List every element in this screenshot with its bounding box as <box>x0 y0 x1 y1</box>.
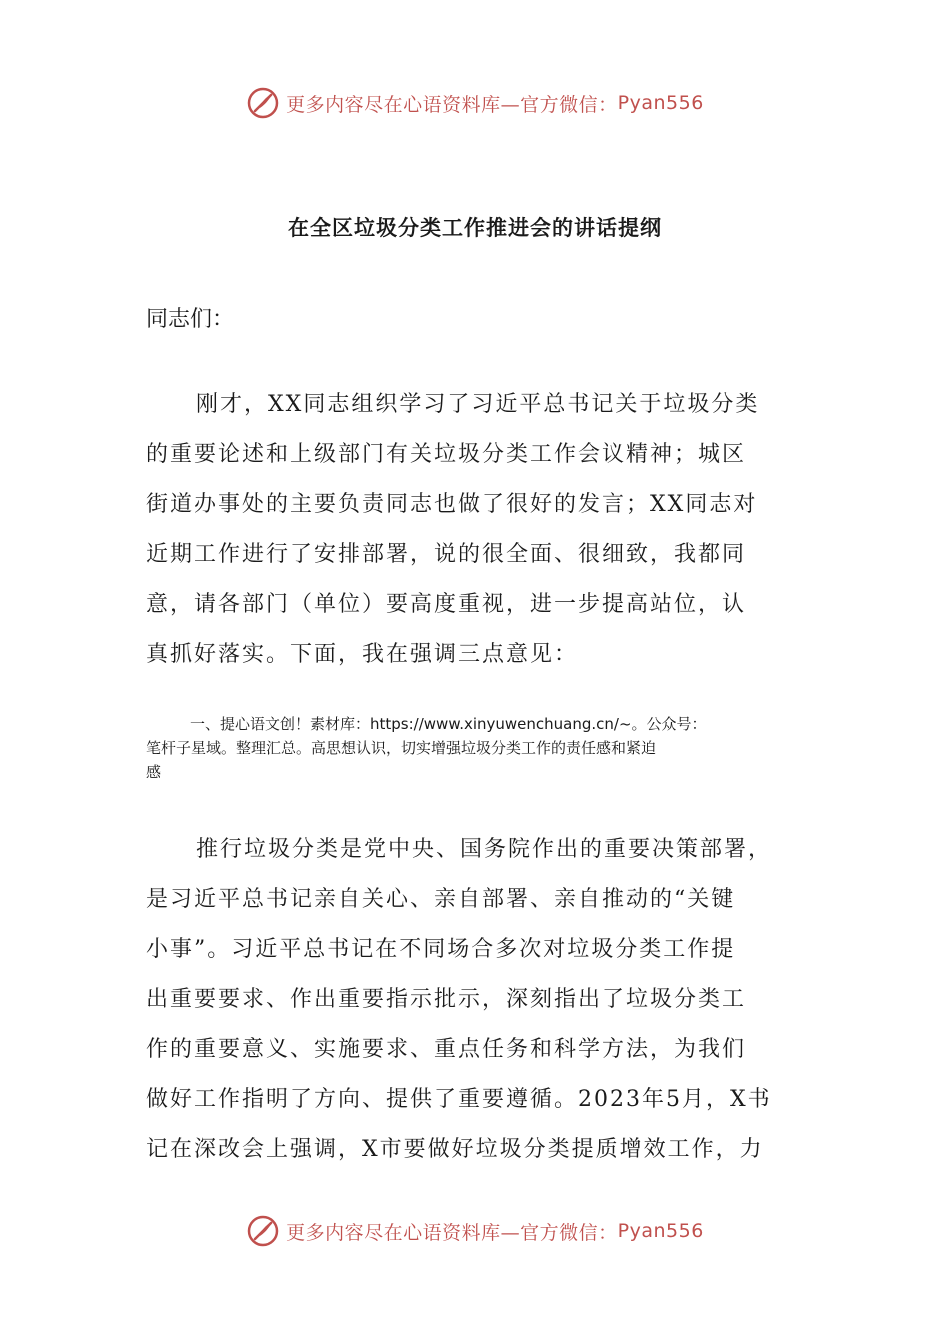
watermark-handle: Pyan556 <box>617 1220 704 1242</box>
note-line <box>146 712 806 736</box>
quill-logo-icon <box>246 86 280 120</box>
paragraph-line: 做好工作指明了方向、提供了重要遵循。2023年5月，X书 <box>146 1087 772 1112</box>
salutation: 同志们： <box>146 307 235 332</box>
section-heading-note <box>146 712 806 784</box>
watermark-text: 更多内容尽在心语资料库—官方微信： <box>286 93 618 116</box>
paragraph-line: 的重要论述和上级部门有关垃圾分类工作会议精神；城区 <box>146 442 747 467</box>
note-prefix: 一、提心语文创！素材库： <box>190 715 371 733</box>
note-url: https://www.xinyuwenchuang.cn/~ <box>370 715 632 733</box>
paragraph-line: 记在深改会上强调，X市要做好垃圾分类提质增效工作，力 <box>146 1137 764 1162</box>
watermark-handle: Pyan556 <box>617 92 704 114</box>
paragraph-line: 刚才，XX同志组织学习了习近平总书记关于垃圾分类 <box>196 392 760 417</box>
paragraph-line: 小事”。习近平总书记在不同场合多次对垃圾分类工作提 <box>146 937 736 962</box>
paragraph-line: 街道办事处的主要负责同志也做了很好的发言；XX同志对 <box>146 492 758 517</box>
note-line: 笔杆子星域。整理汇总。高思想认识，切实增强垃圾分类工作的责任感和紧迫 <box>146 739 657 757</box>
document-title: 在全区垃圾分类工作推进会的讲话提纲 <box>288 216 662 240</box>
header-watermark <box>0 83 950 123</box>
paragraph-intro <box>146 380 806 680</box>
note-line: 感 <box>146 763 162 781</box>
paragraph-line: 推行垃圾分类是党中央、国务院作出的重要决策部署， <box>196 837 773 862</box>
paragraph-body <box>146 825 806 1175</box>
paragraph-line: 是习近平总书记亲自关心、亲自部署、亲自推动的“关键 <box>146 887 736 912</box>
note-suffix: 。公众号： <box>631 715 707 733</box>
paragraph-line: 真抓好落实。下面，我在强调三点意见： <box>146 642 579 667</box>
paragraph-line: 出重要要求、作出重要指示批示，深刻指出了垃圾分类工 <box>146 987 747 1012</box>
footer-watermark <box>0 1211 950 1251</box>
quill-logo-icon <box>246 1214 280 1248</box>
paragraph-line: 作的重要意义、实施要求、重点任务和科学方法，为我们 <box>146 1037 747 1062</box>
watermark-text: 更多内容尽在心语资料库—官方微信： <box>286 1221 618 1244</box>
paragraph-line: 近期工作进行了安排部署，说的很全面、很细致，我都同 <box>146 542 747 567</box>
paragraph-line: 意，请各部门（单位）要高度重视，进一步提高站位，认 <box>146 592 747 617</box>
